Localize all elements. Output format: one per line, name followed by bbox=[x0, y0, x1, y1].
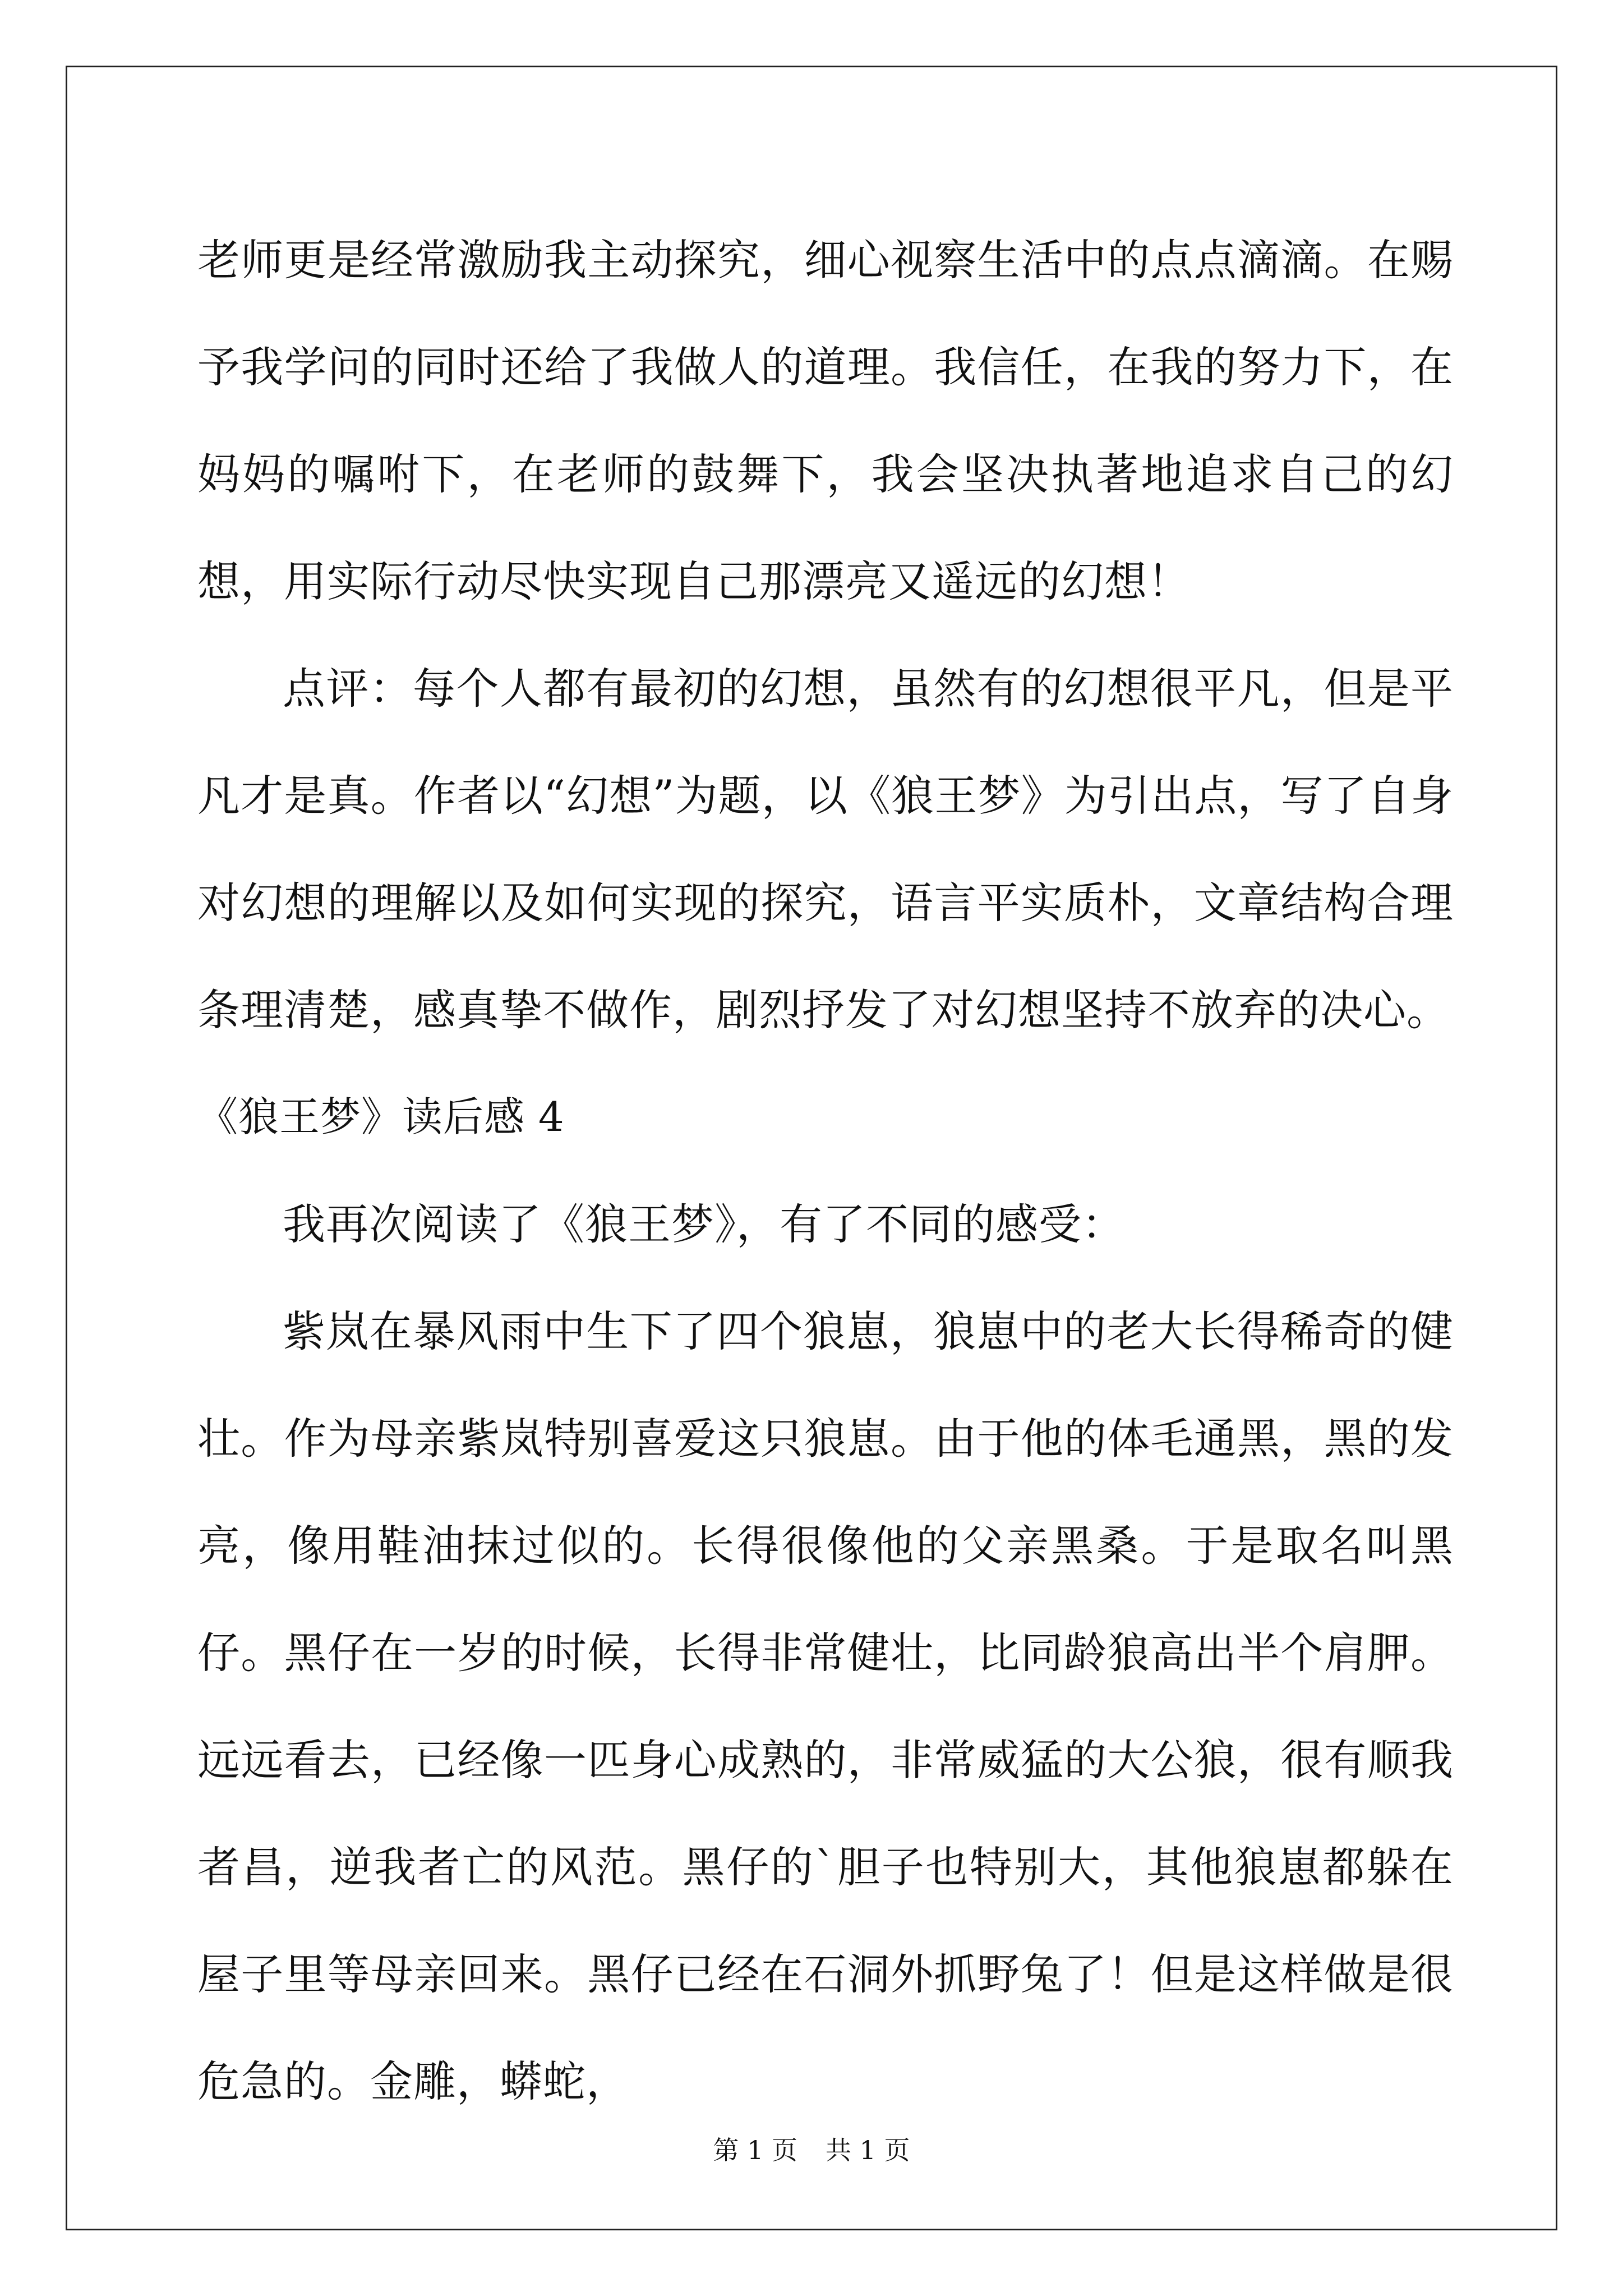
page-total: 共 1 页 bbox=[826, 2135, 910, 2165]
paragraph-reread-intro: 我再次阅读了《狼王梦》，有了不同的感受： bbox=[283, 1199, 1125, 1249]
paragraph-teacher-encouragement: 老师更是经常激励我主动探究，细心视察生活中的点点滴滴。在赐予我学问的同时还给了我做人的道理。我信任，在我的努力下，在妈妈的嘱咐下，在老师的鼓舞下，我会坚决执著地追求自己的幻想，用实际行动尽快实现自己那漂亮又遥远的幻想！ bbox=[197, 235, 1454, 606]
page-number: 第 1 页 bbox=[713, 2135, 797, 2165]
paragraph-zilan-story: 紫岚在暴风雨中生下了四个狼崽，狼崽中的老大长得稀奇的健壮。作为母亲紫岚特别喜爱这只狼崽。由于他的体毛通黑，黑的发亮，像用鞋油抹过似的。长得很像他的父亲黑桑。于是取名叫黑仔。黑仔在一岁的时候，长得非常健壮，比同龄狼高出半个肩胛。远远看去，已经像一匹身心成熟的，非常威猛的大公狼，很有顺我者昌，逆我者亡的风范。黑仔的`胆子也特别大，其他狼崽都躲在屋子里等母亲回来。黑仔已经在石洞外抓野兔了！但是这样做是很危急的。金雕，蟒蛇， bbox=[197, 1306, 1454, 2106]
section-heading: 《狼王梦》读后感 4 bbox=[197, 1093, 565, 1140]
page-footer bbox=[0, 2133, 1623, 2167]
paragraph-review-comment: 点评：每个人都有最初的幻想，虽然有的幻想很平凡，但是平凡才是真。作者以“幻想”为题，以《狼王梦》为引出点，写了自身对幻想的理解以及如何实现的探究，语言平实质朴，文章结构合理条理清楚，感真挚不做作，剧烈抒发了对幻想坚持不放弃的决心。 bbox=[197, 664, 1454, 1035]
document-body bbox=[197, 206, 1454, 2135]
